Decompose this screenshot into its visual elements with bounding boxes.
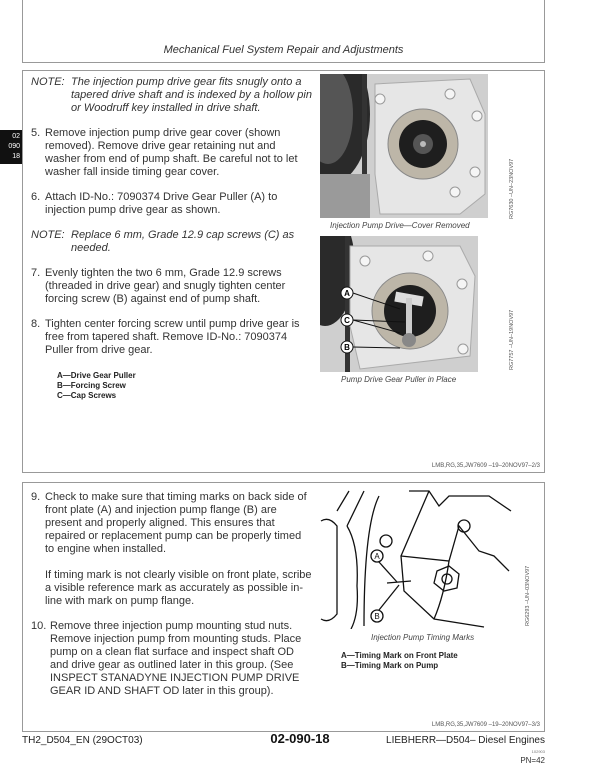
footer-document-id: TH2_D504_EN (29OCT03) [22, 735, 143, 746]
legend-item: B—Timing Mark on Pump [341, 661, 439, 670]
tab-line: 18 [12, 153, 20, 160]
reference-code: LMB,RG,35,JW7609 –19–20NOV97–3/3 [431, 722, 540, 728]
footer-pn: PN=42 [520, 756, 545, 765]
tab-line: 090 [8, 143, 20, 150]
footer-page-number: 02-090-18 [270, 731, 330, 746]
section-tab [0, 130, 22, 164]
figure-caption: Injection Pump Timing Marks [371, 633, 475, 642]
footer-manual-title: LIEBHERR—D504– Diesel Engines [386, 735, 545, 746]
step-5 [31, 127, 313, 179]
callout-label: A [374, 552, 380, 561]
step-9 [31, 491, 313, 608]
callout-label: B [374, 612, 380, 621]
note-cap-screws [31, 229, 313, 255]
step-text: Remove three injection pump mounting stud nuts. Remove injection pump from mounting studs. Place pump on a clean flat surface and inspect shaft OD and drive gear as outlined later in this group. (See INSPECT STANADYNE INJECTION PUMP DRIVE GEAR ID AND SHAFT OD later in this group). [50, 620, 302, 697]
photo-pump-drive-cover-removed [320, 74, 488, 218]
legend-item: B—Forcing Screw [57, 381, 126, 390]
timing-marks-line-drawing [319, 486, 515, 629]
callout-label: C [344, 316, 350, 325]
footer-small-code: 102903 [531, 749, 545, 754]
step-text: Evenly tighten the two 6 mm, Grade 12.9 screws (threaded in drive gear) and snugly tighten center forcing screw (B) against end of pump shaft. [45, 267, 286, 305]
legend-item: A—Drive Gear Puller [57, 371, 136, 380]
gear-puller-illustration [320, 236, 478, 372]
figure-legend [341, 651, 458, 671]
callout-label: A [344, 289, 350, 298]
note-label: NOTE: [31, 229, 65, 241]
page-header-title: Mechanical Fuel System Repair and Adjustments [163, 44, 404, 56]
figure-caption: Pump Drive Gear Puller in Place [341, 375, 457, 384]
figure-code: RG7757 –UN–19NOV97 [509, 309, 515, 370]
note-label: NOTE: [31, 76, 65, 88]
figure-code: RG7630 –UN–23NOV97 [509, 158, 515, 219]
step-8 [31, 318, 313, 357]
step-7 [31, 267, 313, 306]
section1-text-column [31, 76, 313, 401]
step-number: 8. [31, 318, 41, 330]
step-text: Check to make sure that timing marks on back side of front plate (A) and injection pump flange (B) are present and properly aligned. This ensures that repaired or replacement pump can be properly timed to engine when installed. [45, 491, 307, 555]
step-text: Tighten center forcing screw until pump drive gear is free from tapered shaft. Remove ID-No.: 7090374 Puller from drive gear. [45, 318, 300, 356]
step-number: 6. [31, 191, 41, 203]
legend-item: A—Timing Mark on Front Plate [341, 651, 458, 660]
step-number: 7. [31, 267, 41, 279]
tab-line: 02 [12, 133, 20, 140]
step-number: 10. [31, 620, 47, 632]
photo-gear-puller-in-place [320, 236, 478, 372]
drawing-timing-marks [319, 486, 515, 629]
step-text-continued: If timing mark is not clearly visible on front plate, scribe a visible reference mark as accurately as possible in-line with mark on pump flange. [45, 569, 312, 607]
step-6 [31, 191, 313, 217]
figure-caption: Injection Pump Drive—Cover Removed [330, 221, 470, 230]
note-drive-gear [31, 76, 313, 115]
reference-code: LMB,RG,35,JW7609 –19–20NOV97–2/3 [431, 463, 540, 469]
step-number: 5. [31, 127, 41, 139]
legend-item: C—Cap Screws [57, 391, 117, 400]
step-text: Remove injection pump drive gear cover (shown removed). Remove drive gear retaining nut and washer from end of pump shaft. Be careful not to let washer fall inside timing gear cover. [45, 127, 298, 178]
note-text: Replace 6 mm, Grade 12.9 cap screws (C) as needed. [71, 229, 295, 254]
callout-label: B [344, 343, 350, 352]
step-10 [31, 620, 313, 698]
section2-text-column [31, 491, 313, 698]
section-timing-marks [22, 482, 545, 732]
step-text: Attach ID-No.: 7090374 Drive Gear Puller (A) to injection pump drive gear as shown. [45, 191, 278, 216]
step-number: 9. [31, 491, 41, 503]
section-pump-drive-gear-removal [22, 70, 545, 473]
figure-code: RG6293 –UN–03NOV97 [525, 565, 531, 626]
figure-legend [31, 371, 313, 401]
engine-photo-illustration [320, 74, 488, 218]
note-text: The injection pump drive gear fits snugly onto a tapered drive shaft and is indexed by a hollow pin or Woodruff key installed in drive shaft. [71, 76, 312, 114]
